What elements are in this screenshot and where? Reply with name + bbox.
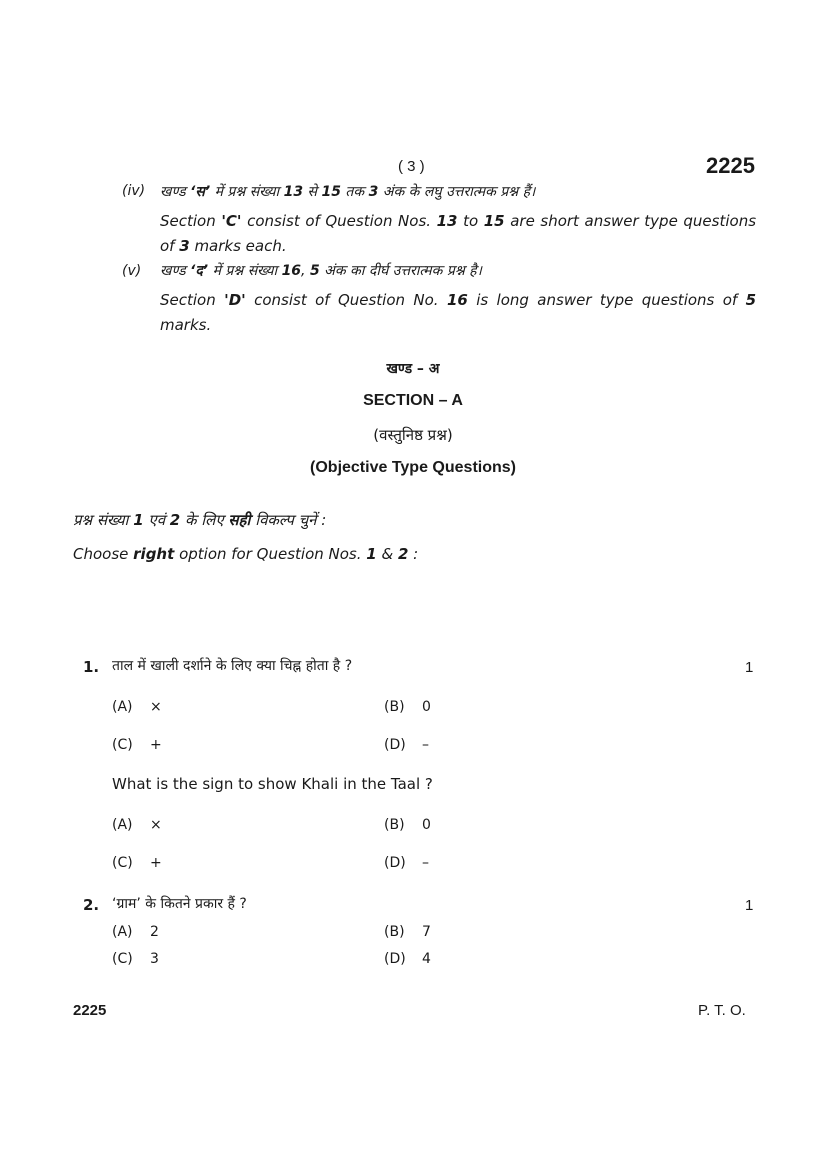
text-part: खण्ड (160, 184, 191, 200)
instruction-number: (iv) (122, 183, 146, 199)
instruction-english (160, 209, 756, 259)
text-part: & (376, 545, 398, 563)
text-part: 15 (321, 184, 341, 200)
footer-paper-code: 2225 (73, 1002, 107, 1019)
text-part: 'D' (224, 291, 246, 309)
text-part: 3 (179, 237, 190, 255)
question-hindi-text: ताल में खाली दर्शाने के लिए क्या चिह्न होता है ? (112, 658, 353, 674)
option-value: 2 (150, 924, 159, 940)
text-part: marks. (160, 316, 212, 334)
text-part: 5 (745, 291, 757, 309)
text-part: : (408, 545, 419, 563)
text-part: marks each. (189, 237, 287, 255)
option-value: 7 (422, 924, 431, 940)
text-part: अंक का दीर्घ उत्तरात्मक प्रश्न है। (319, 263, 482, 279)
text-part: 16 (281, 263, 302, 279)
option-label: (B) (384, 924, 405, 940)
option-label: (D) (384, 737, 406, 753)
text-part: खण्ड (160, 263, 191, 279)
text-part: 2 (397, 545, 409, 563)
question-english-text: What is the sign to show Khali in the Taal ? (112, 775, 433, 793)
question-marks: 1 (745, 897, 754, 914)
option-label: (C) (112, 855, 133, 871)
option-label: (B) (384, 817, 405, 833)
text-part: Section (160, 291, 225, 309)
instruction-hindi (160, 182, 535, 201)
option-label: (D) (384, 855, 406, 871)
option-label: (C) (112, 951, 133, 967)
option-label: (A) (112, 817, 133, 833)
option-value: 0 (422, 699, 431, 715)
option-label: (D) (384, 951, 406, 967)
text-part: 2 (169, 511, 181, 529)
section-hindi-title: खण्ड – अ (386, 361, 440, 377)
text-part: 5 (309, 263, 320, 279)
instruction-hindi (160, 261, 482, 280)
option-value: × (150, 817, 162, 833)
text-part: right (133, 545, 175, 563)
option-label: (B) (384, 699, 405, 715)
option-label: (C) (112, 737, 133, 753)
option-value: – (422, 737, 429, 753)
text-part: 13 (283, 184, 304, 200)
question-number: 1. (83, 658, 100, 676)
text-part: ‘स’ (190, 184, 211, 200)
directions-english (73, 545, 418, 563)
text-part: , (301, 263, 310, 279)
text-part: में प्रश्न संख्या (210, 184, 284, 200)
text-part: 13 (436, 212, 458, 230)
option-value: 4 (422, 951, 431, 967)
page-number: ( 3 ) (398, 158, 425, 175)
directions-hindi (73, 510, 326, 530)
text-part: तक (340, 184, 369, 200)
text-part: सही (228, 511, 251, 529)
option-value: 3 (150, 951, 159, 967)
question-hindi-text: ‘ग्राम’ के कितने प्रकार हैं ? (112, 896, 247, 912)
text-part: is long answer type questions of (467, 291, 746, 309)
text-part: अंक के लघु उत्तरात्मक प्रश्न हैं। (378, 184, 536, 200)
paper-code: 2225 (706, 153, 755, 178)
section-hindi-subtitle: (वस्तुनिष्ठ प्रश्न) (373, 426, 453, 444)
section-english-subtitle: (Objective Type Questions) (310, 459, 516, 476)
option-label: (A) (112, 924, 133, 940)
text-part: प्रश्न संख्या (73, 511, 134, 529)
text-part: विकल्प चुनें : (250, 511, 327, 529)
text-part: are short answer type questions of (160, 212, 757, 255)
text-part: option for Question Nos. (174, 545, 367, 563)
text-part: 1 (366, 545, 377, 563)
text-part: एवं (143, 511, 170, 529)
text-part: Choose (73, 545, 134, 563)
text-part: के लिए (180, 511, 229, 529)
section-english-title: SECTION – A (363, 392, 463, 409)
option-value: + (150, 737, 162, 753)
text-part: Section (160, 212, 222, 230)
option-value: + (150, 855, 162, 871)
footer-pto: P. T. O. (698, 1002, 746, 1019)
option-value: × (150, 699, 162, 715)
text-part: 15 (483, 212, 505, 230)
text-part: consist of Question No. (245, 291, 447, 309)
text-part: to (457, 212, 484, 230)
option-value: 0 (422, 817, 431, 833)
text-part: 3 (368, 184, 379, 200)
text-part: में प्रश्न संख्या (208, 263, 282, 279)
text-part: 16 (446, 291, 468, 309)
text-part: 1 (133, 511, 144, 529)
text-part: consist of Question Nos. (241, 212, 437, 230)
option-value: – (422, 855, 429, 871)
option-label: (A) (112, 699, 133, 715)
text-part: 'C' (221, 212, 242, 230)
instruction-number: (v) (122, 263, 142, 279)
text-part: से (303, 184, 322, 200)
question-number: 2. (83, 896, 100, 914)
question-marks: 1 (745, 659, 754, 676)
text-part: ‘द’ (190, 263, 209, 279)
instruction-english (160, 288, 756, 338)
